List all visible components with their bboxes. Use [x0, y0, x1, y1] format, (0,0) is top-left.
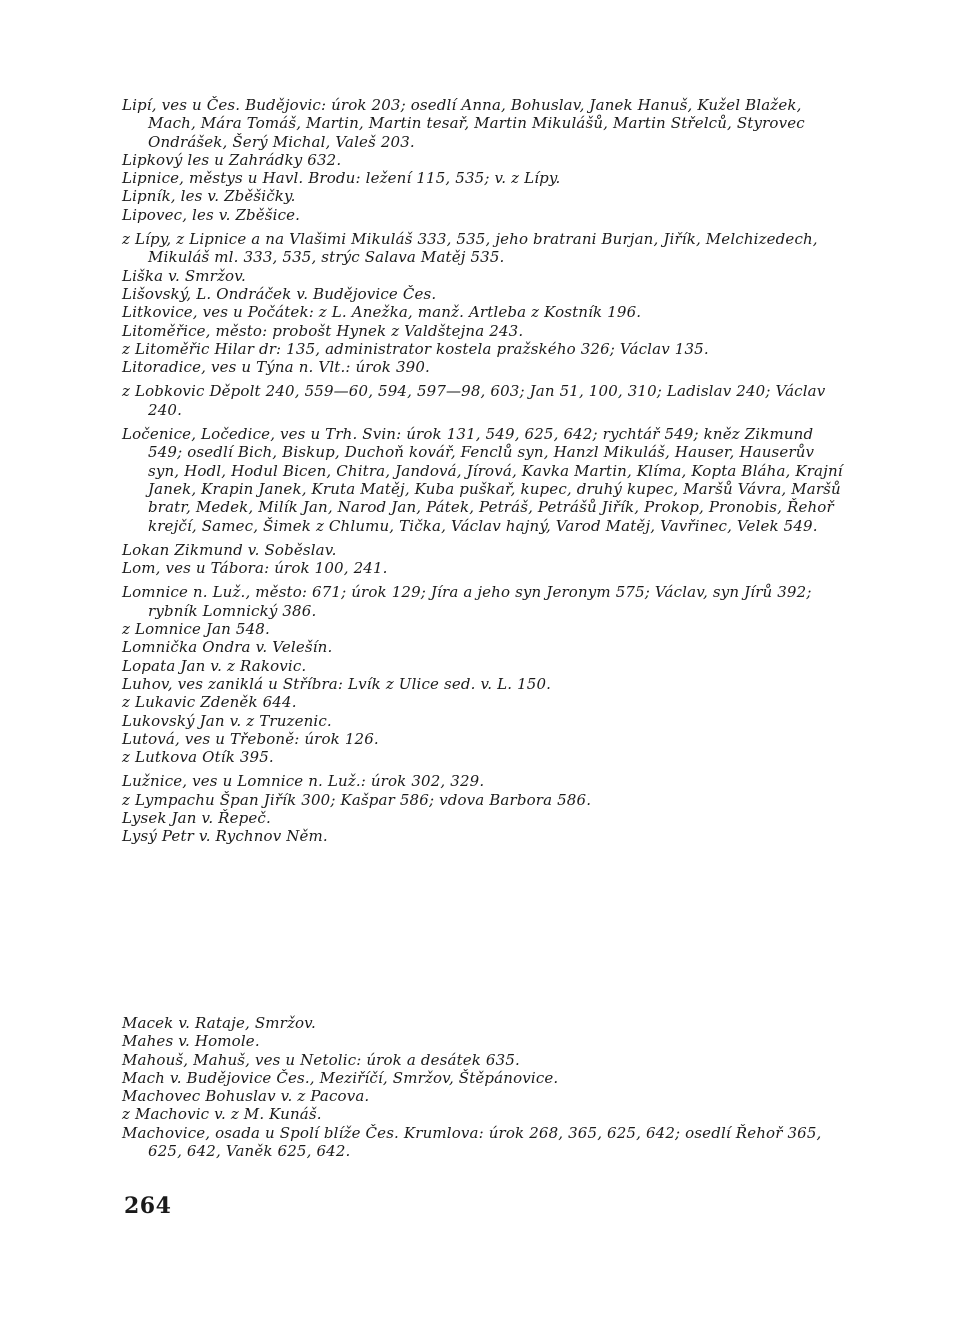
index-entry: Mahouš, Mahuš, ves u Netolic: úrok a desátek 635.	[122, 1050, 520, 1069]
page-number: 264	[124, 1193, 172, 1219]
index-entry: z Lomnice Jan 548.	[122, 620, 270, 639]
index-entry: z Lípy, z Lipnice a na Vlašimi Mikuláš 333, 535, jeho bratrani Burjan, Jiřík, Melchizedech, Mikuláš ml. 333, 535, strýc Salava Matěj 535.	[122, 230, 818, 267]
index-entry: Litoměřice, město: probošt Hynek z Valdštejna 243.	[122, 321, 524, 340]
index-entry: Ločenice, Ločedice, ves u Trh. Svin: úrok 131, 549, 625, 642; rychtář 549; kněz Zikmund 549; osedlí Bich, Biskup, Duchoň kovář, Fenclů syn, Hanzl Mikuláš, Hauser, Hauserův syn, Hodl, Hodul Bicen, Chitra, Jandová, Jírová, Kavka Martin, Klíma, Kopta Bláha, Krajní Janek, Krapin Janek, Kruta Matěj, Kuba puškař, kupec, druhý kupec, Maršů Vávra, Maršů bratr, Medek, Milík Jan, Narod Jan, Pátek, Petráš, Petrášů Jiřík, Prokop, Pronobis, Řehoř krejčí, Samec, Šimek z Chlumu, Tička, Václav hajný, Varod Matěj, Vavřinec, Velek 549.	[122, 425, 843, 535]
index-section-l	[122, 96, 847, 846]
index-entry: Lipkový les u Zahrádky 632.	[122, 150, 342, 169]
index-entry: Lopata Jan v. z Rakovic.	[122, 656, 307, 675]
index-entry: z Lympachu Špan Jiřík 300; Kašpar 586; vdova Barbora 586.	[122, 790, 592, 809]
index-entry: Lišovský, L. Ondráček v. Budějovice Čes.	[122, 284, 437, 303]
index-section-m	[122, 1014, 847, 1160]
index-entry: Liška v. Smržov.	[122, 266, 246, 285]
index-entry: Lysý Petr v. Rychnov Něm.	[122, 827, 328, 846]
index-entry: z Litoměřic Hilar dr: 135, administrator kostela pražského 326; Václav 135.	[122, 339, 709, 358]
index-entry: Lužnice, ves u Lomnice n. Luž.: úrok 302, 329.	[122, 772, 485, 791]
index-entry: z Lobkovic Děpolt 240, 559—60, 594, 597—98, 603; Jan 51, 100, 310; Ladislav 240; Václav 240.	[122, 382, 826, 419]
index-entry: Macek v. Rataje, Smržov.	[122, 1014, 316, 1032]
index-entry: Lysek Jan v. Řepeč.	[122, 808, 271, 827]
index-entry: Lipník, les v. Zběšičky.	[122, 187, 296, 206]
index-entry: Machovice, osada u Spolí blíže Čes. Krumlova: úrok 268, 365, 625, 642; osedlí Řehoř 365, 625, 642, Vaněk 625, 642.	[122, 1123, 822, 1161]
index-entry: Mahes v. Homole.	[122, 1032, 260, 1051]
index-entry: Lukovský Jan v. z Truzenic.	[122, 711, 332, 730]
index-entry: Lomnička Ondra v. Velešín.	[122, 638, 333, 657]
index-entry: Litoradice, ves u Týna n. Vlt.: úrok 390.	[122, 358, 430, 377]
index-entry: Luhov, ves zaniklá u Stříbra: Lvík z Ulice sed. v. L. 150.	[122, 674, 552, 693]
index-entry: Mach v. Budějovice Čes., Meziříčí, Smržov, Štěpánovice.	[122, 1068, 559, 1087]
index-entry: Lom, ves u Tábora: úrok 100, 241.	[122, 559, 388, 578]
index-entry: Lipovec, les v. Zběšice.	[122, 205, 301, 224]
index-entry: z Lutkova Otík 395.	[122, 748, 274, 767]
index-entry: z Lukavic Zdeněk 644.	[122, 693, 297, 712]
index-entry: Lokan Zikmund v. Soběslav.	[122, 540, 337, 559]
index-entry: Lipí, ves u Čes. Budějovic: úrok 203; osedlí Anna, Bohuslav, Janek Hanuš, Kužel Blažek, Mach, Mára Tomáš, Martin, Martin tesař, Martin Mikulášů, Martin Střelců, Styrovec Ondrášek, Šerý Michal, Valeš 203.	[122, 96, 805, 151]
index-entry: z Machovic v. z M. Kunáš.	[122, 1105, 322, 1124]
index-entry: Lutová, ves u Třeboně: úrok 126.	[122, 729, 379, 748]
index-entry: Lomnice n. Luž., město: 671; úrok 129; Jíra a jeho syn Jeronym 575; Václav, syn Jírů 392; rybník Lomnický 386.	[122, 583, 812, 620]
index-entry: Machovec Bohuslav v. z Pacova.	[122, 1087, 370, 1106]
index-entry: Lipnice, městys u Havl. Brodu: ležení 115, 535; v. z Lípy.	[122, 169, 561, 188]
index-entry: Litkovice, ves u Počátek: z L. Anežka, manž. Artleba z Kostník 196.	[122, 303, 642, 322]
